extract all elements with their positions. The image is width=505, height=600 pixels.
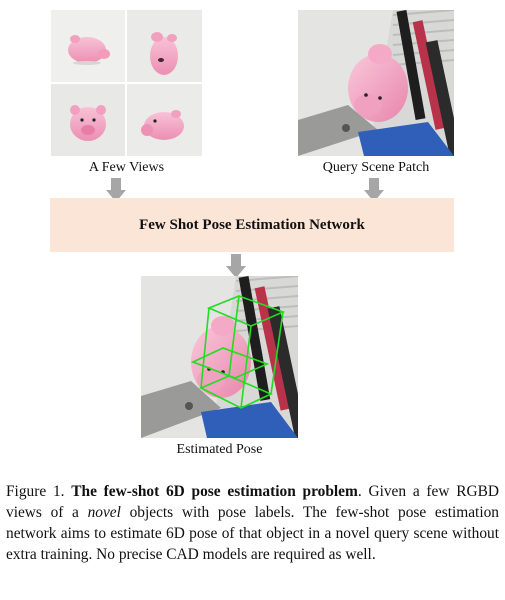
network-label: Few Shot Pose Estimation Network bbox=[139, 216, 365, 233]
caption-prefix: Figure 1. bbox=[6, 483, 65, 500]
pose-estimation-network-box bbox=[50, 198, 454, 252]
few-views-image-grid bbox=[51, 10, 202, 156]
query-scene-image bbox=[298, 10, 454, 156]
estimated-pose-label: Estimated Pose bbox=[176, 442, 263, 457]
caption-italic: novel bbox=[87, 504, 121, 521]
down-arrow-icon bbox=[226, 254, 246, 278]
caption-text-1: . Given a few RGBD views of a bbox=[6, 483, 499, 521]
figure-caption bbox=[6, 481, 499, 565]
estimated-pose-image bbox=[141, 276, 298, 438]
caption-title: The few-shot 6D pose estimation problem bbox=[71, 483, 358, 500]
query-scene-patch-label: Query Scene Patch bbox=[322, 160, 430, 175]
caption-text-2: objects with pose labels. The few-shot pose estimation network aims to estimate 6D pose of that object in a novel query scene without extra training. No precise CAD models are required as well. bbox=[6, 504, 499, 563]
few-views-label: A Few Views bbox=[88, 160, 165, 175]
